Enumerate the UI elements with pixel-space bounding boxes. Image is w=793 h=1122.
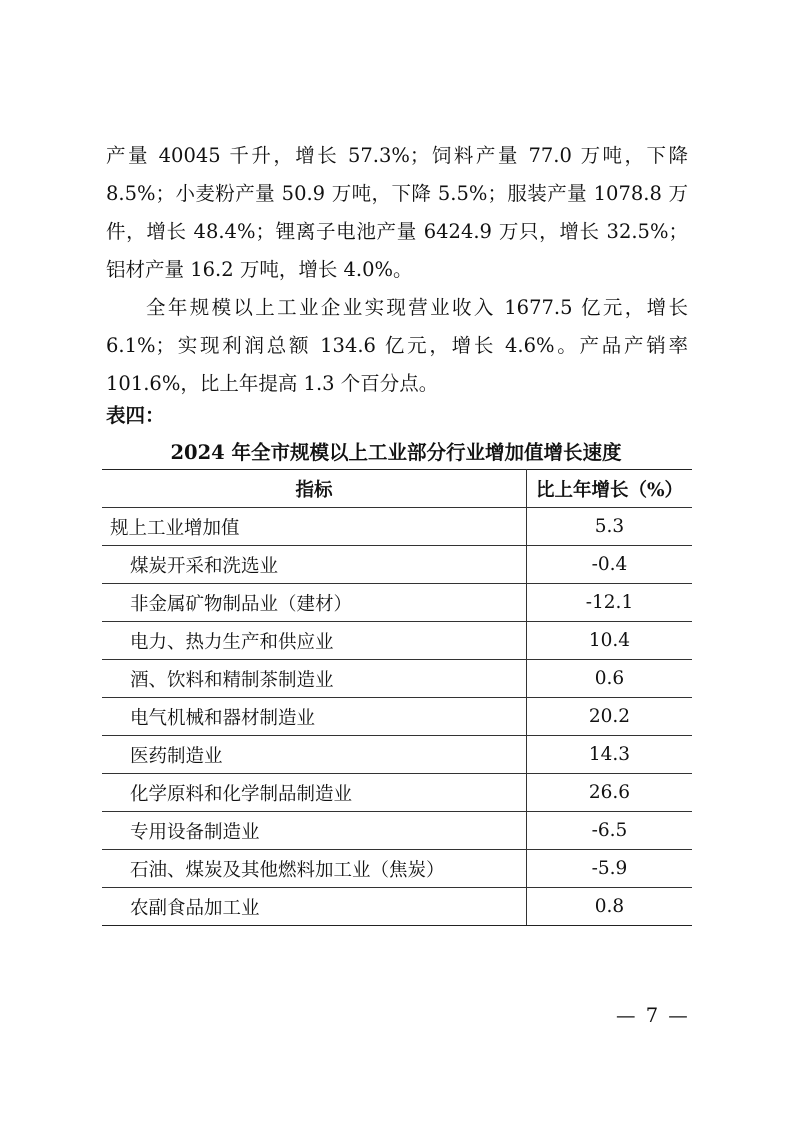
table-row	[102, 736, 692, 774]
row-value: -12.1	[527, 584, 693, 622]
row-name: 农副食品加工业	[102, 888, 527, 926]
row-value: 26.6	[527, 774, 693, 812]
table-row	[102, 812, 692, 850]
row-name: 医药制造业	[102, 736, 527, 774]
table-row	[102, 888, 692, 926]
table-row	[102, 546, 692, 584]
table-row	[102, 622, 692, 660]
table-row	[102, 660, 692, 698]
body-paragraph-1: 产量 40045 千升，增长 57.3%；饲料产量 77.0 万吨，下降 8.5%；小麦粉产量 50.9 万吨，下降 5.5%；服装产量 1078.8 万件，增长 48.4%；锂离子电池产量 6424.9 万只，增长 32.5%；铝材产量 16.2 万吨，增长 4.0%。	[106, 144, 688, 281]
row-name: 石油、煤炭及其他燃料加工业（焦炭）	[102, 850, 527, 888]
row-name: 规上工业增加值	[102, 508, 527, 546]
row-value: 10.4	[527, 622, 693, 660]
table-row	[102, 850, 692, 888]
table-row	[102, 508, 692, 546]
header-indicator: 指标	[102, 470, 527, 508]
header-growth: 比上年增长（%）	[527, 470, 693, 508]
row-value: -0.4	[527, 546, 693, 584]
page-number: — 7 —	[616, 1004, 690, 1027]
row-value: 20.2	[527, 698, 693, 736]
row-value: -6.5	[527, 812, 693, 850]
table-row	[102, 584, 692, 622]
table-header-row	[102, 470, 692, 508]
table-title: 2024 年全市规模以上工业部分行业增加值增长速度	[170, 441, 622, 464]
row-value: 0.8	[527, 888, 693, 926]
table-row	[102, 698, 692, 736]
row-name: 化学原料和化学制品制造业	[102, 774, 527, 812]
row-name: 酒、饮料和精制茶制造业	[102, 660, 527, 698]
row-value: -5.9	[527, 850, 693, 888]
industry-growth-table	[102, 469, 692, 926]
row-value: 0.6	[527, 660, 693, 698]
row-value: 14.3	[527, 736, 693, 774]
row-name: 煤炭开采和洗选业	[102, 546, 527, 584]
row-name: 专用设备制造业	[102, 812, 527, 850]
row-name: 电气机械和器材制造业	[102, 698, 527, 736]
body-paragraph-2: 全年规模以上工业企业实现营业收入 1677.5 亿元，增长 6.1%；实现利润总额 134.6 亿元，增长 4.6%。产品产销率 101.6%，比上年提高 1.3 个百分点。	[106, 296, 688, 395]
table-row	[102, 774, 692, 812]
table-label: 表四：	[106, 404, 165, 427]
row-name: 非金属矿物制品业（建材）	[102, 584, 527, 622]
row-value: 5.3	[527, 508, 693, 546]
row-name: 电力、热力生产和供应业	[102, 622, 527, 660]
